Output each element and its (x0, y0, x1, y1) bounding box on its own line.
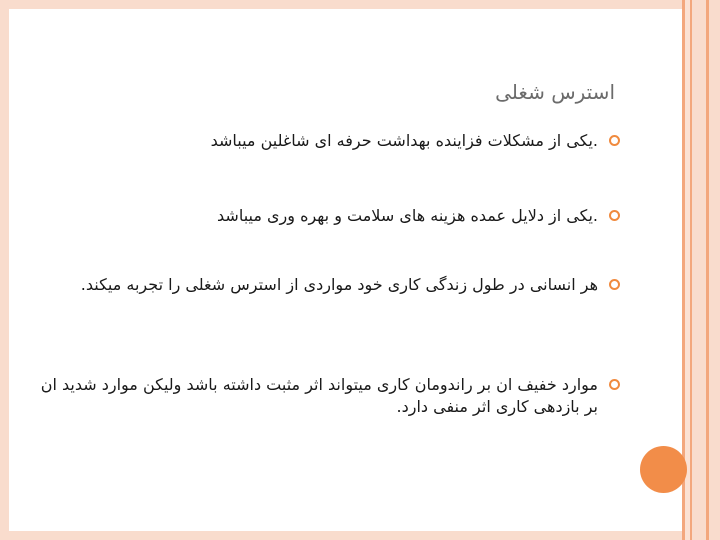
bullet-circle-icon (609, 379, 620, 390)
slide-title: استرس شغلی (495, 80, 615, 104)
bullet-item (38, 205, 620, 227)
bullet-circle-icon (609, 279, 620, 290)
bullet-item (38, 374, 620, 418)
bullet-text: هر انسانی در طول زندگی کاری خود مواردی از استرس شغلی را تجربه میکند. (80, 275, 598, 294)
decorative-circle (640, 446, 687, 493)
bullet-circle-icon (609, 210, 620, 221)
bullet-item (38, 274, 620, 296)
bullet-item (38, 130, 620, 152)
side-stripe (709, 0, 720, 540)
bullet-circle-icon (609, 135, 620, 146)
bullet-text: .یکی از دلایل عمده هزینه های سلامت و بهره وری میباشد (217, 206, 598, 225)
bullet-text: .یکی از مشکلات فزاینده بهداشت حرفه ای شاغلین میباشد (210, 131, 598, 150)
side-stripe (692, 0, 706, 540)
bullet-text: موارد خفیف ان بر راندومان کاری میتواند اثر مثبت داشته باشد ولیکن موارد شدید ان بر بازدهی کاری اثر منفی دارد. (40, 375, 598, 416)
